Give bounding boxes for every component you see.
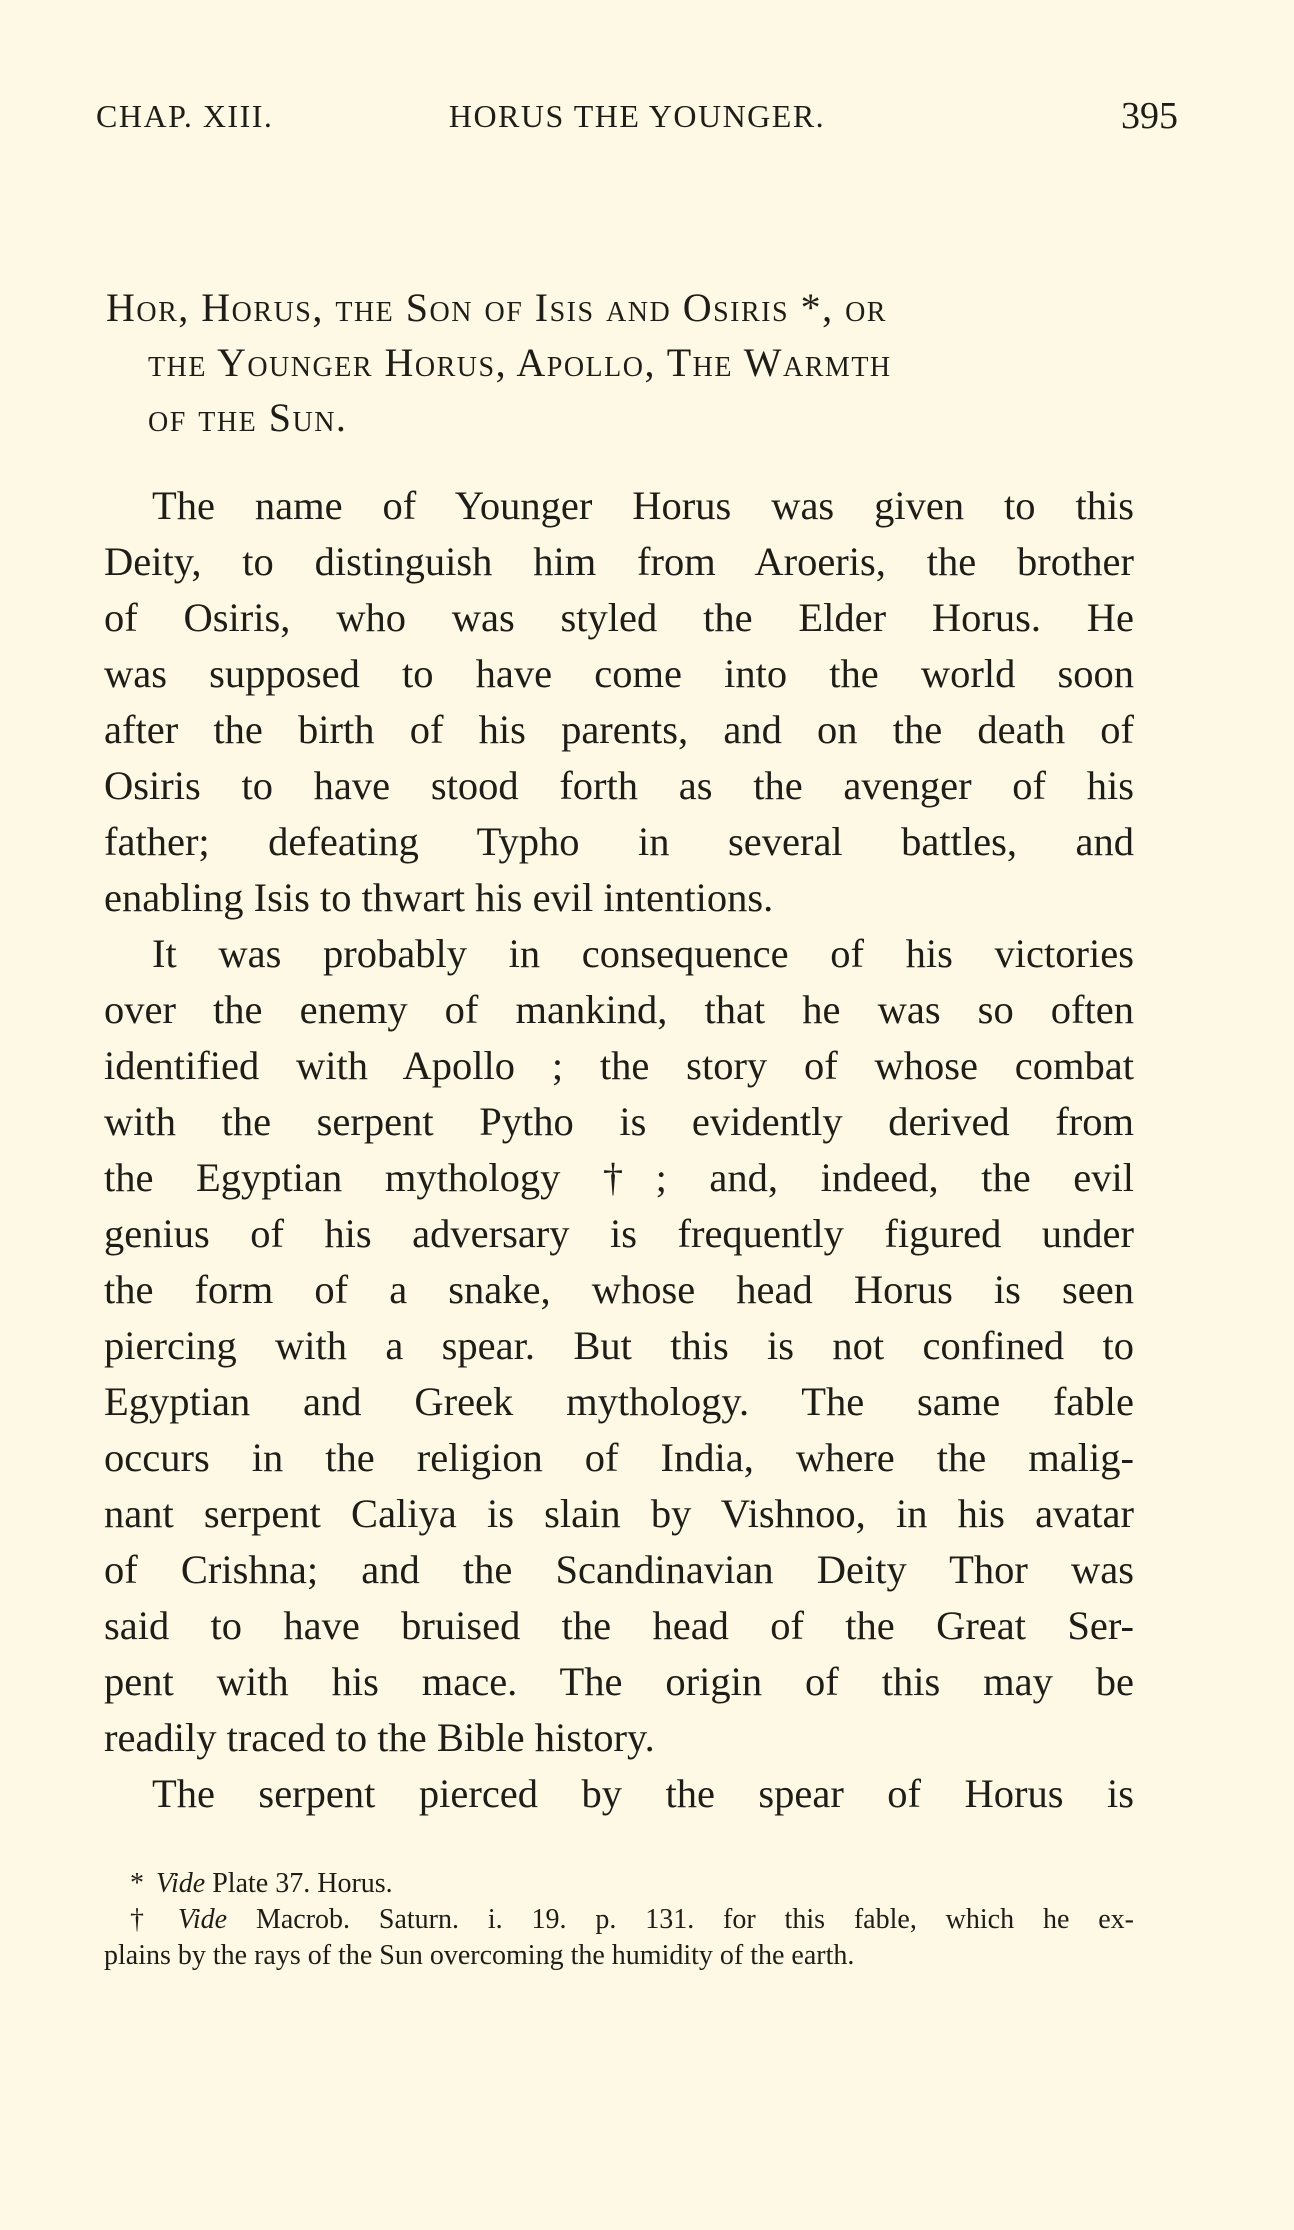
footnotes <box>104 1866 1134 1974</box>
paragraph-2-line: nant serpent Caliya is slain by Vishnoo, in his avatar <box>104 1491 1134 1536</box>
heading-line: Hor, Horus, the Son of Isis and Osiris *, or <box>106 285 887 330</box>
running-title: HORUS THE YOUNGER. <box>448 98 826 134</box>
paragraph-2-line: said to have bruised the head of the Great Ser- <box>104 1603 1134 1648</box>
footnote-1-vide: Vide <box>156 1868 206 1899</box>
footnote-2-line-2: plains by the rays of the Sun overcoming the humidity of the earth. <box>104 1940 855 1971</box>
paragraph-1-line: The name of Younger Horus was given to this <box>152 483 1134 528</box>
paragraph-2-line: piercing with a spear. But this is not confined to <box>104 1323 1134 1368</box>
paragraph-1-line: of Osiris, who was styled the Elder Horus. He <box>104 595 1134 640</box>
paragraph-1-line: father; defeating Typho in several battles, and <box>104 819 1134 864</box>
paragraph-2-line: the Egyptian mythology †; and, indeed, the evil <box>104 1155 1134 1200</box>
paragraph-1-line: enabling Isis to thwart his evil intentions. <box>104 875 774 920</box>
section-heading <box>106 280 1186 445</box>
footnote-1-mark: * <box>130 1868 144 1899</box>
paragraph-3-line: The serpent pierced by the spear of Horus is <box>152 1771 1134 1816</box>
body-text <box>104 478 1134 1822</box>
footnote-2-line-1 <box>104 1902 1134 1938</box>
paragraph-2-line: the form of a snake, whose head Horus is seen <box>104 1267 1134 1312</box>
paragraph-2-line: identified with Apollo ; the story of whose combat <box>104 1043 1134 1088</box>
running-head <box>96 95 1178 142</box>
page-number: 395 <box>1121 95 1178 137</box>
paragraph-2-line: of Crishna; and the Scandinavian Deity Thor was <box>104 1547 1134 1592</box>
paragraph-2-line: It was probably in consequence of his victories <box>152 931 1134 976</box>
paragraph-2-line: with the serpent Pytho is evidently derived from <box>104 1099 1134 1144</box>
paragraph-1-line: after the birth of his parents, and on the death of <box>104 707 1134 752</box>
paragraph-2-line: Egyptian and Greek mythology. The same fable <box>104 1379 1134 1424</box>
heading-line: the Younger Horus, Apollo, The Warmth <box>148 340 892 385</box>
footnote-1 <box>104 1866 1134 1902</box>
footnote-2-mark: † <box>130 1904 166 1935</box>
paragraph-1-line: Deity, to distinguish him from Aroeris, the brother <box>104 539 1134 584</box>
footnote-2-text: Macrob. Saturn. i. 19. p. 131. for this fable, which he ex- <box>255 1904 1134 1935</box>
footnote-2-vide: Vide <box>177 1904 228 1935</box>
heading-line: of the Sun. <box>148 395 348 440</box>
paragraph-1-line: Osiris to have stood forth as the avenger of his <box>104 763 1134 808</box>
paragraph-2-line: genius of his adversary is frequently figured under <box>104 1211 1134 1256</box>
paragraph-2-line: over the enemy of mankind, that he was so often <box>104 987 1134 1032</box>
paragraph-2-line: occurs in the religion of India, where the malig- <box>104 1435 1134 1480</box>
paragraph-1-line: was supposed to have come into the world soon <box>104 651 1134 696</box>
paragraph-2-line: readily traced to the Bible history. <box>104 1715 655 1760</box>
footnote-1-text: Plate 37. Horus. <box>212 1868 393 1899</box>
paragraph-2-line: pent with his mace. The origin of this may be <box>104 1659 1134 1704</box>
chapter-label: CHAP. XIII. <box>96 98 274 134</box>
